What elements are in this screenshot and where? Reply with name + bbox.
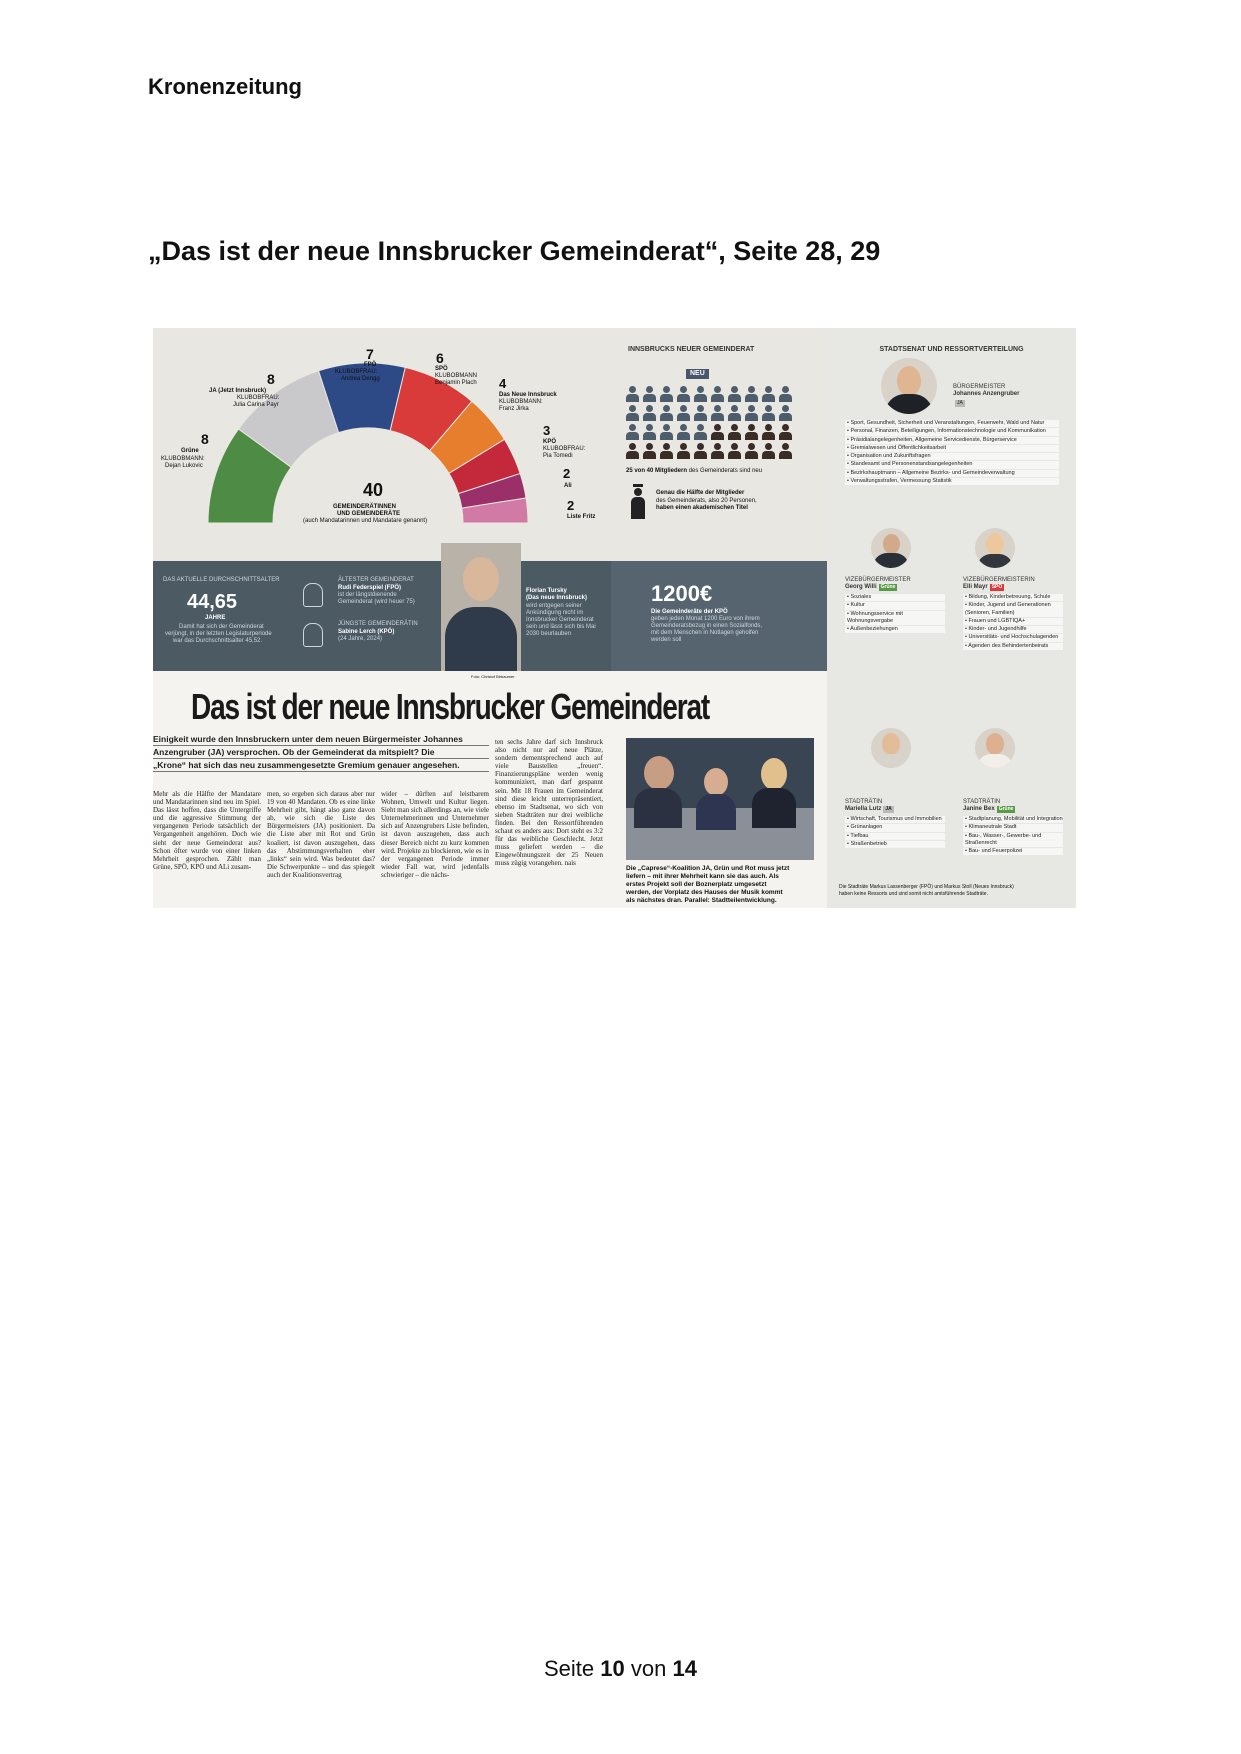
vice1-name: Georg Willi: [845, 584, 877, 590]
member-icon: [728, 405, 741, 421]
footer-current-page: 10: [600, 1656, 625, 1681]
ja-person: Julia Carina Payr: [233, 402, 279, 408]
academic-text-2: haben einen akademischen Titel: [656, 505, 748, 511]
total-note: (auch Mandatarinnen und Mandatare genannt): [303, 518, 428, 524]
tursky-text-5: 2030 beurlauben: [526, 631, 572, 637]
member-icon: [745, 405, 758, 421]
resort-item: • Gremialwesen und Öffentlichkeitsarbeit: [845, 445, 1059, 452]
member-icon: [694, 443, 707, 459]
member-icon: [711, 443, 724, 459]
member-icon: [677, 424, 690, 440]
total-label-1: GEMEINDERÄTINNEN: [333, 504, 397, 510]
new-council-title: INNSBRUCKS NEUER GEMEINDERAT: [628, 346, 755, 353]
youngest-note: (24 Jahre, 2024): [338, 636, 383, 642]
article-column-1: Mehr als die Hälfte der Mandatare und Mandatarinnen sind neu im Spiel. Das lässt hoffen, dass die Untergriffe und die aggressive Stimmung der vergangenen Periode tatsächlich der Vergangenheit angehören. Doch wie sieht der neue Gemeinderat aus? Schon öfter wurde von einer linken Mehrheit gesprochen. Zählt man Grüne, SPÖ, KPÖ und ALi zusam-: [153, 790, 261, 871]
kpo-text-1: Die Gemeinderäte der KPÖ: [651, 609, 728, 615]
avg-age-note-2: verjüngt, in der letzten Legislaturperiode: [165, 631, 272, 637]
kpo-name: KPÖ: [543, 439, 557, 445]
article-lead: [153, 733, 489, 772]
c1-portrait: [871, 728, 911, 768]
member-icon: [660, 386, 673, 402]
member-icon: [694, 405, 707, 421]
member-icon-grid: [626, 386, 796, 462]
gruene-person: Dejan Lukovic: [165, 463, 203, 469]
resort-item: • Bau-, Wasser-, Gewerbe- und Straßenrecht: [963, 833, 1063, 848]
c2-party: Grüne: [998, 806, 1014, 812]
vice2-resorts: [963, 594, 1063, 651]
graduate-icon: [629, 484, 647, 520]
fpo-name: FPÖ: [364, 362, 377, 368]
ja-seats: 8: [267, 371, 275, 387]
footer-middle: von: [630, 1656, 667, 1681]
resort-item: • Soziales: [845, 594, 945, 601]
kpo-text-2: geben jeden Monat 1200 Euro von ihrem: [651, 616, 760, 622]
resort-item: • Agenden des Behindertenbeirats: [963, 643, 1063, 650]
resort-item: • Kinder- und Jugendhilfe: [963, 626, 1063, 633]
kpo-role: KLUBOBFRAU:: [543, 446, 586, 452]
kpo-amount: 1200€: [651, 581, 713, 606]
resort-item: • Bildung, Kinderbetreuung, Schule: [963, 594, 1063, 601]
tursky-name: Florian Tursky: [526, 588, 567, 594]
member-icon: [728, 443, 741, 459]
vice1-role: VIZEBÜRGERMEISTER: [845, 577, 911, 583]
member-icon: [711, 405, 724, 421]
vice1-party: Grüne: [880, 584, 896, 590]
resort-item: • Tiefbau: [845, 833, 945, 840]
dni-seats: 4: [499, 376, 507, 391]
fpo-seats: 7: [366, 346, 374, 362]
kpo-person: Pia Tomedi: [543, 453, 573, 459]
mayor-resorts: [845, 420, 1059, 486]
resort-item: • Klimaneutrale Stadt: [963, 824, 1063, 831]
oldest-label: ÄLTESTER GEMEINDERAT: [338, 577, 414, 583]
gruene-role: KLUBOBMANN:: [161, 456, 205, 462]
c2-resorts: [963, 816, 1063, 856]
article-column-3: wider – dürften auf leistbarem Wohnen, Umwelt und Kultur liegen. Sieht man sich allerdings an, wie viele Unternehmerinnen und Unternehmer sich auf Anzengrubers Liste befinden, ist davon auszugehen, dass auch dieser Bereich nicht zu kurz kommen wird. Projekte zu blockieren, wie es in der vergangenen Periode immer wieder Fall war, wird jedenfalls schwieriger – die nächs-: [381, 790, 489, 879]
senate-footnote-2: haben keine Ressorts und sind somit nicht amtsführende Stadträte.: [839, 891, 988, 897]
document-title: „Das ist der neue Innsbrucker Gemeinderat“, Seite 28, 29: [148, 236, 881, 266]
member-icon: [779, 443, 792, 459]
caption-line: als nächstes dran. Parallel: Stadtteilentwicklung.: [626, 897, 777, 904]
tursky-text-1: wird entgegen seiner: [526, 603, 582, 609]
resort-item: • Verwaltungsstrafen, Vermessung Statistik: [845, 478, 1059, 485]
ali-seats: 2: [563, 466, 571, 481]
resort-item: • Bau- und Feuerpolizei: [963, 848, 1063, 855]
new-count: 25 von 40 Mitgliedern: [626, 468, 688, 474]
resort-item: • Kultur: [845, 602, 945, 609]
member-icon: [711, 386, 724, 402]
member-icon: [626, 386, 639, 402]
tursky-party: (Das neue Innsbruck): [526, 595, 588, 601]
member-icon: [779, 424, 792, 440]
ja-name: JA (Jetzt Innsbruck): [209, 388, 267, 394]
resort-item: • Standesamt und Personenstandsangelegenheiten: [845, 461, 1059, 468]
c1-party: JA: [885, 806, 892, 812]
kpo-text-3: Gemeinderatsbezug in einen Sozialfonds,: [651, 623, 763, 629]
fpo-role: KLUBOBFRAU:: [335, 369, 378, 375]
member-icon: [643, 443, 656, 459]
youngest-label: JÜNGSTE GEMEINDERÄTIN: [338, 621, 418, 627]
resort-item: • Stadtplanung, Mobilität und Integration: [965, 816, 1063, 822]
mayor-role: BÜRGERMEISTER: [953, 384, 1006, 390]
resort-item: • Personal, Finanzen, Beteiligungen, Informationstechnologie und Kommunikation: [845, 428, 1059, 435]
member-icon: [694, 386, 707, 402]
resort-item: • Wirtschaft, Tourismus und Immobilien: [845, 816, 945, 823]
member-icon: [711, 424, 724, 440]
lead-line-3: „Krone“ hat sich das neu zusammengesetzte Gremium genauer angesehen.: [153, 759, 489, 772]
avg-age-note-3: war das Durchschnittsalter 45,52.: [173, 638, 263, 644]
member-icon: [762, 405, 775, 421]
member-icon: [745, 424, 758, 440]
resort-item: • Universitäts- und Hochschulagenden: [963, 634, 1063, 641]
member-icon: [779, 405, 792, 421]
member-icon: [677, 405, 690, 421]
lead-line-1: Einigkeit wurde den Innsbruckern unter dem neuen Bürgermeister Johannes: [153, 733, 489, 746]
youngest-name: Sabine Lerch (KPÖ): [338, 629, 395, 635]
coalition-photo: [626, 738, 814, 860]
member-icon: [643, 405, 656, 421]
total-label-2: UND GEMEINDERÄTE: [337, 511, 401, 517]
footer-prefix: Seite: [544, 1656, 595, 1681]
c2-name: Janine Bex: [963, 806, 995, 812]
photo-credit: Foto: Christof Birbaumer: [471, 674, 515, 679]
resort-item: • Kinder, Jugend und Generationen (Senioren, Familien): [963, 602, 1063, 617]
ali-name: Ali: [564, 483, 572, 489]
dni-person: Franz Jirka: [499, 406, 529, 412]
vice1-resorts: [845, 594, 945, 634]
tursky-text-4: sein und lässt sich bis Mai: [526, 624, 596, 630]
member-icon: [677, 443, 690, 459]
publisher-name: Kronenzeitung: [148, 74, 302, 99]
mayor-name: Johannes Anzengruber: [953, 391, 1020, 397]
member-icon: [762, 424, 775, 440]
infographic-panel: [153, 328, 827, 561]
member-icon: [643, 424, 656, 440]
member-icon: [660, 424, 673, 440]
member-icon: [660, 443, 673, 459]
avg-age-unit: JAHRE: [205, 615, 226, 621]
article-headline: Das ist der neue Innsbrucker Gemeinderat: [191, 686, 710, 727]
article-column-4: ten sechs Jahre darf sich Innsbruck also nicht nur auf neue Plätze, sondern dementsprechend auch auf viele Baustellen „freuen“. Finanzierungspläne werden wenig kommuniziert, man darf gespannt sein. Mit 18 Frauen im Gemeinderat sind diese leicht unterrepräsentiert, ebenso im Stadtsenat, wo sich von sieben Stadträten nur drei weibliche finden. Bei den Ressortführenden schaut es anders aus: Dort steht es 3:2 für das weibliche Geschlecht. Jetzt muss geliefert werden – die Eingewöhnungszeit der 25 Neuen muss zügig vorangehen. nais: [495, 738, 603, 868]
tursky-text-3: Innsbrucker Gemeinderat: [526, 617, 594, 623]
resort-item: • Organisation und Zukunftsfragen: [845, 453, 1059, 460]
resort-item: • Grünanlagen: [845, 824, 945, 831]
member-icon: [745, 386, 758, 402]
youngest-icon: [303, 623, 323, 647]
member-icon: [762, 443, 775, 459]
c1-name: Mariella Lutz: [845, 806, 882, 812]
caption-line: liefern – mit ihrer Mehrheit kann sie das auch. Als: [626, 873, 779, 880]
new-text: des Gemeinderats sind neu: [688, 468, 763, 474]
kpo-text-4: mit dem Menschen in Notlagen geholfen: [651, 630, 759, 636]
fritz-name: Liste Fritz: [567, 514, 596, 520]
caption-line: Die „Caprese“-Koalition JA, Grün und Rot muss jetzt: [626, 865, 790, 872]
oldest-note-1: ist der längstdienende: [338, 592, 397, 598]
resort-item: • Straßenbetrieb: [845, 841, 945, 848]
kpo-seats: 3: [543, 423, 551, 438]
resort-item: • Frauen und LGBTIQA+: [963, 618, 1063, 625]
vice1-portrait: [871, 528, 911, 568]
vice2-name: Elli Mayr: [963, 584, 988, 590]
academic-bold: Genau die Hälfte der Mitglieder: [656, 490, 745, 496]
caption-line: erstes Projekt soll der Boznerplatz umgesetzt: [626, 881, 767, 888]
senate-title: STADTSENAT UND RESSORTVERTEILUNG: [879, 346, 1024, 353]
member-icon: [694, 424, 707, 440]
spo-name: SPÖ: [435, 366, 448, 372]
fpo-person: Andrea Dengg: [341, 376, 380, 382]
resort-item: • Bezirkshauptmann – Allgemeine Bezirks- und Gemeindeverwaltung: [845, 470, 1059, 477]
senate-footnote-1: Die Stadträte Markus Lassenberger (FPÖ) und Markus Stoll (Neues Innsbruck): [839, 884, 1014, 890]
member-icon: [779, 386, 792, 402]
resort-item: • Außenbeziehungen: [845, 626, 945, 633]
ja-role: KLUBOBFRAU:: [237, 395, 280, 401]
dni-role: KLUBOBMANN:: [499, 399, 543, 405]
vice2-portrait: [975, 528, 1015, 568]
gruene-seats: 8: [201, 431, 209, 447]
resort-item: • Präsidialangelegenheiten, Allgemeine Servicedienste, Bürgerservice: [845, 437, 1059, 444]
member-icon: [677, 386, 690, 402]
c1-resorts: [845, 816, 945, 849]
tursky-photo: [441, 543, 521, 671]
member-icon: [626, 443, 639, 459]
spo-role: KLUBOBMANN: [435, 373, 478, 379]
mayor-party: JA: [957, 400, 963, 406]
mayor-portrait: [881, 358, 937, 414]
resort-item: • Sport, Gesundheit, Sicherheit und Veranstaltungen, Feuerwehr, Wald und Natur: [845, 420, 1059, 427]
footer-total-pages: 14: [672, 1656, 697, 1681]
caption-line: werden, der Vorplatz des Hauses der Musik kommt: [626, 889, 783, 896]
avg-age-note-1: Damit hat sich der Gemeinderat: [179, 624, 264, 630]
clipping-left-page: [153, 328, 827, 908]
member-icon: [626, 405, 639, 421]
total-seats: 40: [363, 480, 384, 500]
new-badge: NEU: [686, 369, 709, 379]
page-footer: [0, 1656, 1241, 1682]
tursky-text-2: Ankündigung nicht im: [526, 610, 584, 616]
vice2-role: VIZEBÜRGERMEISTERIN: [963, 577, 1035, 583]
resort-item: • Wohnungsservice mit Wohnungsvergabe: [845, 611, 945, 626]
kpo-text-5: werden soll: [651, 637, 682, 643]
academic-text-1: des Gemeinderats, also 20 Personen,: [656, 498, 757, 504]
member-icon: [728, 386, 741, 402]
gruene-name: Grüne: [181, 448, 199, 454]
c2-role: STADTRÄTIN: [963, 799, 1001, 805]
oldest-icon: [303, 583, 323, 607]
senate-panel: [827, 328, 1076, 908]
c2-portrait: [975, 728, 1015, 768]
newspaper-clipping: [153, 328, 1076, 908]
dni-name: Das Neue Innsbruck: [499, 392, 557, 398]
member-icon: [762, 386, 775, 402]
photo-caption: [626, 865, 826, 905]
member-icon: [745, 443, 758, 459]
spo-seats: 6: [436, 350, 444, 366]
member-icon: [660, 405, 673, 421]
spo-person: Benjamin Plach: [435, 380, 477, 386]
article-column-2: men, so ergeben sich daraus aber nur 19 von 40 Mandaten. Ob es eine linke Mehrheit gibt, hängt also ganz davon ab, wie sich die Liste des Bürgermeisters (JA) positioniert. Da die Liste aber mit Rot und Grün koaliert, ist davon auszugehen, dass das Abstimmungsverhalten eher „links“ sein wird. Was bedeutet das? Die Schwerpunkte – und das spiegelt auch der Koalitionsvertrag: [267, 790, 375, 879]
vice2-party: SPÖ: [991, 584, 1003, 590]
c1-role: STADTRÄTIN: [845, 799, 883, 805]
avg-age: 44,65: [187, 591, 238, 613]
lead-line-2: Anzengruber (JA) versprochen. Ob der Gemeinderat da mitspielt? Die: [153, 746, 489, 759]
member-icon: [643, 386, 656, 402]
member-icon: [728, 424, 741, 440]
member-icon: [626, 424, 639, 440]
oldest-note-2: Gemeinderat (wird heuer 75): [338, 599, 415, 605]
oldest-name: Rudi Federspiel (FPÖ): [338, 585, 402, 591]
avg-age-label: DAS AKTUELLE DURCHSCHNITTSALTER: [163, 577, 280, 583]
fritz-seats: 2: [567, 498, 575, 513]
